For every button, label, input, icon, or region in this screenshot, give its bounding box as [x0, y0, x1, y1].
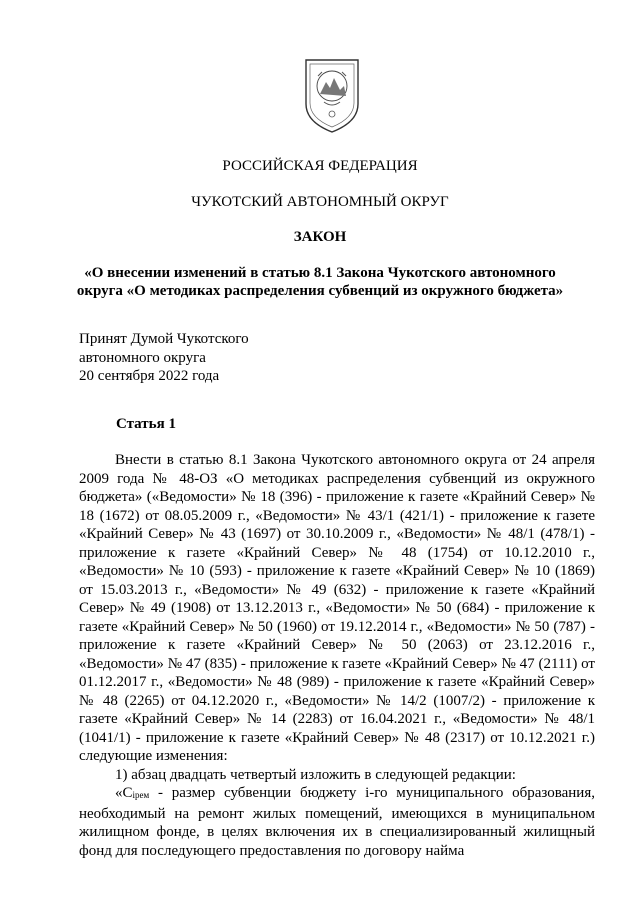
article-paragraph-1: Внести в статью 8.1 Закона Чукотского автономного округа от 24 апреля 2009 года № 48-ОЗ «О методиках распределения субвенций из окружного бюджета» («Ведомости» № 18 (396) - приложение к газете «Крайний Север» № 18 (1672) от 08.05.2009 г., «Ведомости» № 43/1 (421/1) - приложение к газете «Крайний Север» № 43 (1697) от 30.10.2009 г., «Ведомости» № 48/1 (478/1) - приложение к газете «Крайний Север» № 48 (1754) от 10.12.2010 г., «Ведомости» № 10 (593) - приложение к газете «Крайний Север» № 10 (1869) от 15.03.2013 г., «Ведомости» № 49 (632) - приложение к газете «Крайний Север» № 49 (1908) от 13.12.2013 г., «Ведомости» № 50 (684) - приложение к газете «Крайний Север» № 50 (1960) от 19.12.2014 г., «Ведомости» № 50 (787) - приложение к газете «Крайний Север» № 50 (2063) от 23.12.2016 г., «Ведомости» № 47 (835) - приложение к газете «Крайний Север» № 47 (2111) от 01.12.2017 г., «Ведомости» № 48 (989) - приложение к газете «Крайний Север» № 48 (2265) от 04.12.2020 г., «Ведомости» № 14/2 (1007/2) - приложение к газете «Крайний Север» № 14 (2283) от 16.04.2021 г., «Ведомости» № 48/1 (1041/1) - приложение к газете «Крайний Север» № 48 (2317) от 10.12.2021 г.) следующие изменения:	[79, 452, 595, 764]
article-item-1: 1) абзац двадцать четвертый изложить в следующей редакции:	[115, 766, 516, 783]
country-heading: РОССИЙСКАЯ ФЕДЕРАЦИЯ	[222, 158, 418, 174]
coat-of-arms-emblem	[302, 56, 362, 136]
law-title-line-2: округа «О методиках распределения субвенций из окружного бюджета»	[76, 283, 564, 299]
quote-prefix: «C	[115, 785, 133, 801]
adoption-info	[79, 330, 249, 386]
article-title: Статья 1	[116, 416, 176, 432]
adoption-line-2: автономного округа	[79, 349, 206, 366]
adoption-line-1: Принят Думой Чукотского	[79, 331, 249, 347]
quote-subscript: iрем	[132, 790, 150, 800]
adoption-date: 20 сентября 2022 года	[79, 368, 220, 384]
article-quote-paragraph	[79, 784, 595, 860]
document-type-heading: ЗАКОН	[293, 229, 347, 245]
region-heading: ЧУКОТСКИЙ АВТОНОМНЫЙ ОКРУГ	[191, 194, 449, 210]
article-body	[79, 451, 595, 860]
law-title-line-1: «О внесении изменений в статью 8.1 Закона Чукотского автономного	[84, 265, 556, 281]
quote-text: - размер субвенции бюджету i-го муниципального образования, необходимый на ремонт жилых помещений, имеющихся в муниципальном жилищном фонде, в целях включения их в специализированный жилищный фонд для последующего предоставления по договору найма	[79, 785, 595, 859]
